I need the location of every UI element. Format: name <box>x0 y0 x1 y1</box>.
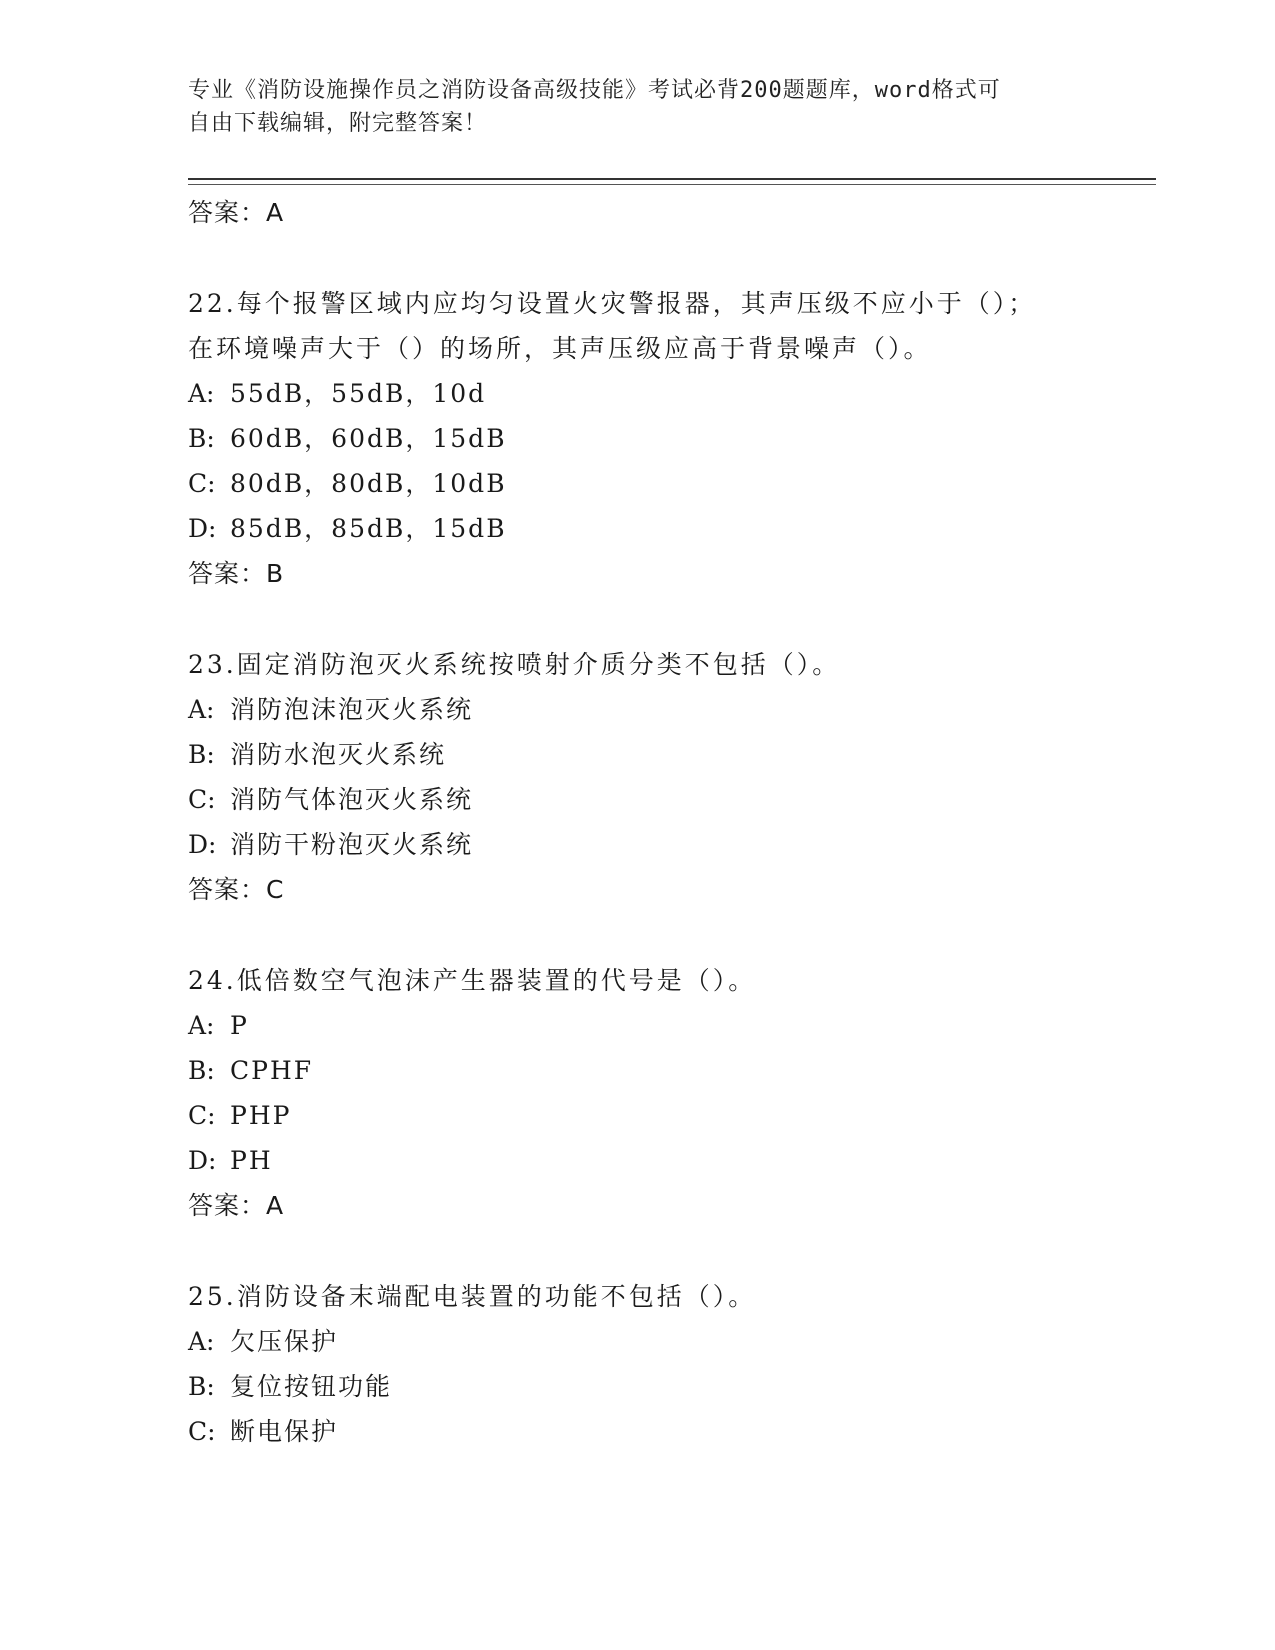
option-key: D: <box>188 514 217 543</box>
question-list <box>188 190 1148 1454</box>
question-spacer <box>188 1228 1148 1274</box>
option-row <box>188 1048 1148 1093</box>
option-row <box>188 416 1148 461</box>
option-row <box>188 506 1148 551</box>
question-stem: 22.每个报警区域内应均匀设置火灾警报器，其声压级不应小于（）； <box>188 289 1037 318</box>
option-key: C: <box>188 1101 216 1130</box>
option-key: D: <box>188 830 217 859</box>
question-spacer <box>188 912 1148 958</box>
header-divider <box>188 178 1156 180</box>
option-row <box>188 371 1148 416</box>
option-row <box>188 1138 1148 1183</box>
question-block <box>188 1274 1148 1454</box>
header-line-1: 专业《消防设施操作员之消防设备高级技能》考试必背200题题库，word格式可 <box>188 78 1001 103</box>
option-key: A: <box>188 1327 215 1356</box>
option-row <box>188 1093 1148 1138</box>
option-key: A: <box>188 379 215 408</box>
option-text: 欠压保护 <box>230 1327 339 1356</box>
option-text: 消防气体泡灭火系统 <box>230 785 474 814</box>
option-text: 消防水泡灭火系统 <box>230 740 447 769</box>
question-block <box>188 958 1148 1228</box>
option-key: B: <box>188 740 215 769</box>
option-key: B: <box>188 1372 215 1401</box>
option-text: 消防泡沫泡灭火系统 <box>230 695 474 724</box>
option-row <box>188 732 1148 777</box>
option-row <box>188 1319 1148 1364</box>
answer-line: 答案：A <box>188 198 285 227</box>
header-line-2: 自由下载编辑，附完整答案！ <box>188 111 488 136</box>
question-stem: 25.消防设备末端配电装置的功能不包括（）。 <box>188 1282 757 1311</box>
option-text: 85dB，85dB，15dB <box>230 514 507 543</box>
question-stem: 23.固定消防泡灭火系统按喷射介质分类不包括（）。 <box>188 650 841 679</box>
option-key: C: <box>188 469 216 498</box>
option-row <box>188 461 1148 506</box>
option-row <box>188 687 1148 732</box>
question-stem: 24.低倍数空气泡沫产生器装置的代号是（）。 <box>188 966 757 995</box>
document-header <box>188 74 1068 140</box>
option-text: 55dB，55dB，10d <box>230 379 487 408</box>
option-text: PHP <box>230 1101 292 1130</box>
option-key: C: <box>188 1417 216 1446</box>
header-divider-thin <box>188 184 1156 185</box>
option-key: B: <box>188 424 215 453</box>
option-key: D: <box>188 1146 217 1175</box>
option-text: PH <box>230 1146 273 1175</box>
question-block <box>188 642 1148 912</box>
option-text: 复位按钮功能 <box>230 1372 393 1401</box>
option-row <box>188 1409 1148 1454</box>
option-key: A: <box>188 695 215 724</box>
option-row <box>188 1003 1148 1048</box>
option-text: 60dB，60dB，15dB <box>230 424 507 453</box>
option-text: 80dB，80dB，10dB <box>230 469 507 498</box>
question-block <box>188 281 1148 596</box>
option-row <box>188 1364 1148 1409</box>
question-spacer <box>188 235 1148 281</box>
option-row <box>188 777 1148 822</box>
answer-line: 答案：B <box>188 559 285 588</box>
option-key: A: <box>188 1011 215 1040</box>
option-row <box>188 822 1148 867</box>
answer-line: 答案：A <box>188 1191 285 1220</box>
question-spacer <box>188 596 1148 642</box>
option-key: C: <box>188 785 216 814</box>
option-key: B: <box>188 1056 215 1085</box>
answer-line: 答案：C <box>188 875 285 904</box>
option-text: P <box>230 1011 249 1040</box>
question-stem: 在环境噪声大于（）的场所，其声压级应高于背景噪声（）。 <box>188 334 932 363</box>
option-text: 消防干粉泡灭火系统 <box>230 830 474 859</box>
option-text: 断电保护 <box>230 1417 339 1446</box>
option-text: CPHF <box>230 1056 314 1085</box>
